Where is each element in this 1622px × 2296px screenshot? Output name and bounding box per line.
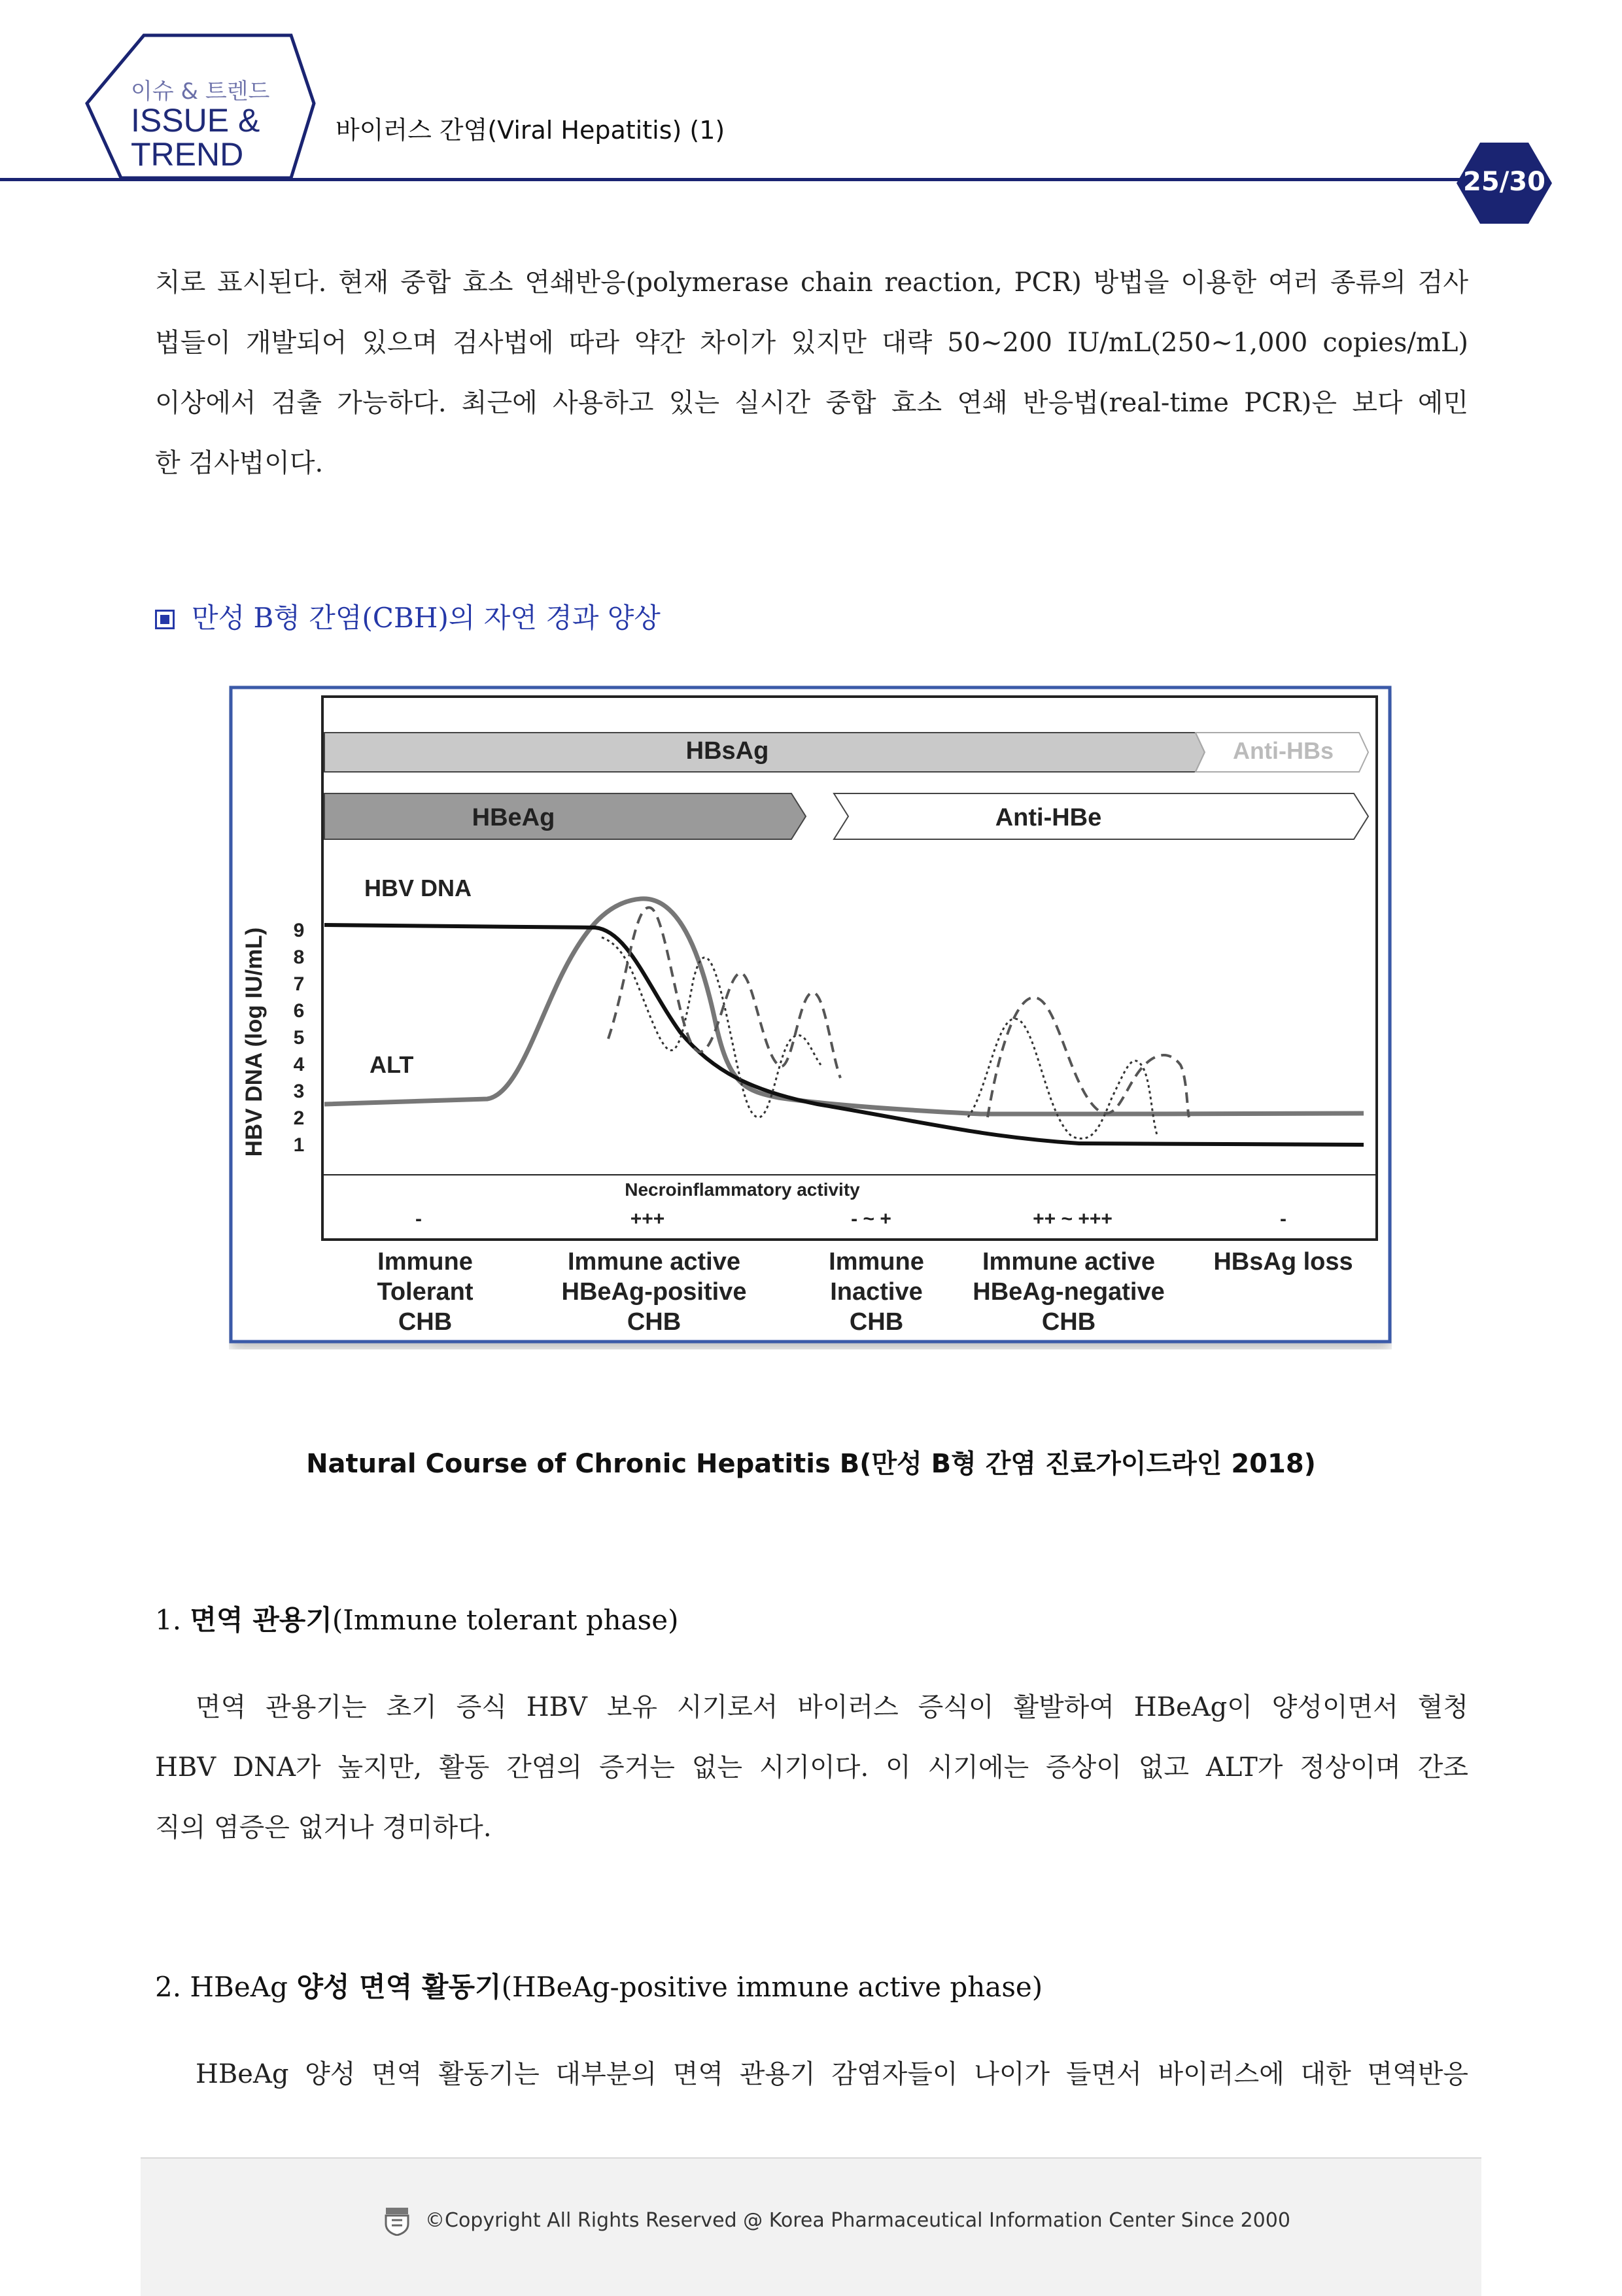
activity-level: - [415,1208,422,1230]
header-title: 바이러스 간염(Viral Hepatitis) (1) [336,116,725,145]
anti-hbs-label: Anti-HBs [1233,737,1334,764]
intro-paragraph: 치로 표시된다. 현재 중합 효소 연쇄반응(polymerase chain reaction, PCR) 방법을 이용한 여러 종류의 검사 법들이 개발되어 있으며 검사법에 따라 약간 차이가 있지만 대략 50∼200 IU/mL(250∼1,000 copies/mL) 이상에서 검출 가능하다. 최근에 사용하고 있는 실시간 중합 효소 연쇄 반응법(real-time PCR)은 보다 예민 한 검사법이다. [155,268,1468,478]
y-tick: 8 [293,947,305,968]
phase2-heading: 2. HBeAg 양성 면역 활동기(HBeAg-positive immune active phase) [155,1971,1043,2003]
figure-caption: Natural Course of Chronic Hepatitis B(만성 B형 간염 진료가이드라인 2018) [306,1449,1316,1479]
header-badge-subtitle: 이슈 & 트렌드 [131,78,270,105]
alt-label: ALT [370,1051,414,1078]
phase-label: Immune active [982,1248,1155,1276]
hbeag-arrow [324,793,806,839]
phase-label: CHB [849,1308,904,1336]
y-tick: 4 [293,1054,305,1075]
header-badge-title: ISSUE & TREND [131,102,260,173]
y-tick: 9 [293,920,305,941]
hbsag-label: HBsAg [685,737,769,765]
phase-label: Immune [829,1248,924,1276]
phase2-paragraph: HBeAg 양성 면역 활동기는 대부분의 면역 관용기 감염자들이 나이가 들면서 바이러스에 대한 면역반응 [196,2059,1468,2089]
hbeag-label: HBeAg [472,804,555,831]
activity-level: +++ [630,1208,665,1230]
phase1-paragraph: 면역 관용기는 초기 증식 HBV 보유 시기로서 바이러스 증식이 활발하여 HBeAg이 양성이면서 혈청 HBV DNA가 높지만, 활동 간염의 증거는 없는 시기이다. 이 시기에는 증상이 없고 ALT가 정상이며 간조 직의 염증은 없거나 경미하다. [155,1692,1468,1843]
activity-level: - ~ + [851,1208,891,1230]
y-tick: 5 [293,1027,305,1049]
header-divider [0,178,1465,181]
y-tick: 6 [293,1000,305,1022]
phase-label: Tolerant [377,1278,474,1306]
activity-level: - [1280,1208,1286,1230]
copyright-text: ©Copyright All Rights Reserved @ Korea Pharmaceutical Information Center Since 2000 [425,2209,1290,2232]
square-bullet-icon [155,610,175,629]
y-axis-label: HBV DNA (log IU/mL) [241,927,267,1157]
y-tick: 7 [293,973,305,995]
activity-label: Necroinflammatory activity [625,1179,860,1200]
phase-label: HBsAg loss [1213,1248,1353,1276]
phase-label: CHB [398,1308,453,1336]
phase-label: CHB [627,1308,682,1336]
plot-area [322,697,1377,1240]
y-tick: 1 [293,1134,305,1156]
phase-label: Inactive [830,1278,923,1306]
phase-label: HBeAg-negative [973,1278,1165,1306]
natural-course-figure [229,686,1392,1349]
anti-hbe-label: Anti-HBe [995,804,1102,831]
shield-logo-icon [384,2206,410,2236]
phase-label: Immune [377,1248,473,1276]
activity-level: ++ ~ +++ [1033,1208,1113,1230]
phase-label: CHB [1041,1308,1096,1336]
phase-label: Immune active [568,1248,740,1276]
section-title: 만성 B형 간염(CBH)의 자연 경과 양상 [155,597,661,636]
phase1-heading: 1. 면역 관용기(Immune tolerant phase) [155,1604,679,1636]
y-tick: 3 [293,1081,305,1102]
y-tick: 2 [293,1107,305,1129]
hbv-dna-label: HBV DNA [364,875,472,901]
page-number: 25/30 [1463,167,1545,197]
phase-label: HBeAg-positive [561,1278,747,1306]
